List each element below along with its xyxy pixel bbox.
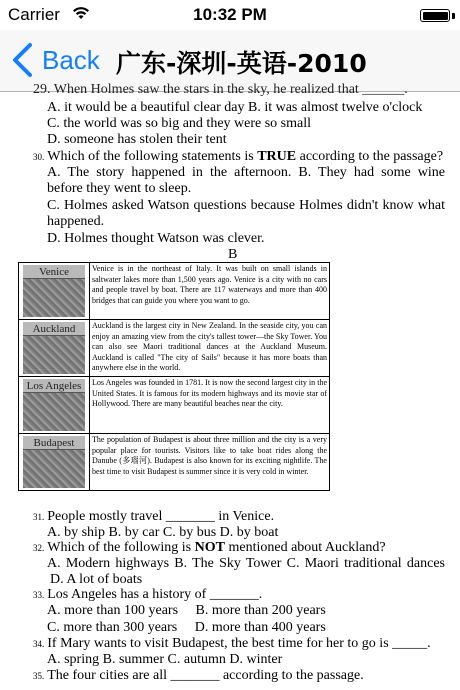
q35-stem: [33, 668, 364, 684]
q33-number: 33.: [33, 590, 45, 600]
table-row: [19, 320, 330, 377]
table-row: [19, 377, 330, 434]
q33-option-line: C. more than 300 years D. more than 400 years: [47, 620, 326, 635]
q34-stem: [33, 636, 431, 652]
city-image-cell: [19, 263, 90, 320]
q35-number: 35.: [33, 671, 45, 681]
q32-stem-text: Which of the following is: [47, 540, 195, 555]
city-photo: [23, 436, 85, 488]
q32-stem-text: mentioned about Auckland?: [224, 540, 386, 555]
q30-number: 30.: [33, 152, 45, 162]
status-time: 10:32 PM: [193, 5, 267, 24]
city-description: Auckland is the largest city in New Zealand. In the seaside city, you can enjoy an amazing view from the city's tallest tower—the Sky Tower. You can also see Maori traditional dances at the Auckland Museum. Auckland is called "The city of Sails" because it has more boats than anywhere else in the world.: [90, 320, 330, 377]
status-bar: [0, 0, 460, 30]
q29-option-line: C. the world was so big and they were so small: [47, 116, 312, 131]
q30-option-line: A. The story happened in the afternoon. B. They had some wine: [47, 165, 445, 180]
chevron-left-icon: [10, 42, 36, 78]
city-photo-label: Venice: [23, 265, 85, 279]
q30-stem-text: according to the passage?: [296, 149, 444, 164]
q34-stem-text: If Mary wants to visit Budapest, the best time for her to go is _____.: [47, 636, 431, 651]
city-description: The population of Budapest is about three million and the city is a very popular place for tourists. Visitors like to take boat rides along the Danube (多瑙河). Budapest is also known for its exciting nightlife. The best time to visit Budapest is summer since it is very cold in winter.: [90, 434, 330, 491]
q33-stem: [33, 587, 262, 603]
q30-stem-text: Which of the following statements is: [47, 149, 258, 164]
q31-stem-text: People mostly travel _______ in Venice.: [47, 509, 275, 524]
q32-stem-emphasis: NOT: [194, 540, 225, 555]
q29-stem-cut: 29. When Holmes saw the stars in the sky, he realized that ______.: [33, 82, 408, 97]
q30-option-line: before they went to sleep.: [47, 181, 192, 196]
q29-option-line: D. someone has stolen their tent: [47, 132, 227, 147]
table-row: [19, 263, 330, 320]
city-photo-label: Budapest: [23, 436, 85, 450]
back-button-label: Back: [42, 44, 100, 75]
battery-icon: [420, 9, 450, 22]
city-photo-label: Auckland: [23, 322, 85, 336]
document-view[interactable]: [0, 82, 460, 690]
q33-stem-text: Los Angeles has a history of _______.: [47, 587, 263, 602]
q34-option-line: A. spring B. summer C. autumn D. winter: [47, 652, 283, 667]
carrier-label: Carrier: [8, 5, 60, 24]
city-photo: [23, 265, 85, 317]
city-image-cell: [19, 377, 90, 434]
battery-tip: [452, 13, 455, 19]
q30-stem: [33, 149, 443, 165]
q35-stem-text: The four cities are all _______ according to the passage.: [47, 668, 364, 683]
city-image-cell: [19, 434, 90, 491]
passage-label: B: [228, 247, 238, 262]
q29-option-line: A. it would be a beautiful clear day B. it was almost twelve o'clock: [47, 100, 423, 115]
back-button[interactable]: [10, 40, 100, 80]
q30-option-line: D. Holmes thought Watson was clever.: [47, 231, 265, 246]
q32-number: 32.: [33, 543, 45, 553]
city-passage-table: [18, 262, 330, 491]
city-photo: [23, 322, 85, 374]
q30-stem-emphasis: TRUE: [257, 149, 297, 164]
q32-option-line: D. A lot of boats: [50, 572, 143, 587]
q33-option-line: A. more than 100 years B. more than 200 years: [47, 603, 326, 618]
q31-stem: [33, 509, 274, 525]
city-photo-label: Los Angeles: [23, 379, 85, 393]
city-description: Los Angeles was founded in 1781. It is now the second largest city in the United States. It is famous for its modern highways and its movie star of Hollywood. There are many beautiful beaches near the city.: [90, 377, 330, 434]
q32-stem: [33, 540, 386, 556]
table-row: [19, 434, 330, 491]
q31-option-line: A. by ship B. by car C. by bus D. by boat: [47, 525, 279, 540]
q30-option-line: C. Holmes asked Watson questions because Holmes didn't know what: [47, 198, 445, 213]
q31-number: 31.: [33, 512, 45, 522]
city-image-cell: [19, 320, 90, 377]
city-description: Venice is in the northeast of Italy. It was built on small islands in saltwater lakes more than 1,500 years ago. Venice is a city with no cars and people travel by boat. There are 117 waterways and more than 400 bridges that can guide you where you want to go.: [90, 263, 330, 320]
q34-number: 34.: [33, 639, 45, 649]
page-title: 广东-深圳-英语-2010: [116, 49, 367, 78]
city-photo: [23, 379, 85, 431]
q30-option-line: happened.: [47, 214, 105, 229]
q32-option-line: A. Modern highways B. The Sky Tower C. Maori traditional dances: [47, 556, 445, 571]
